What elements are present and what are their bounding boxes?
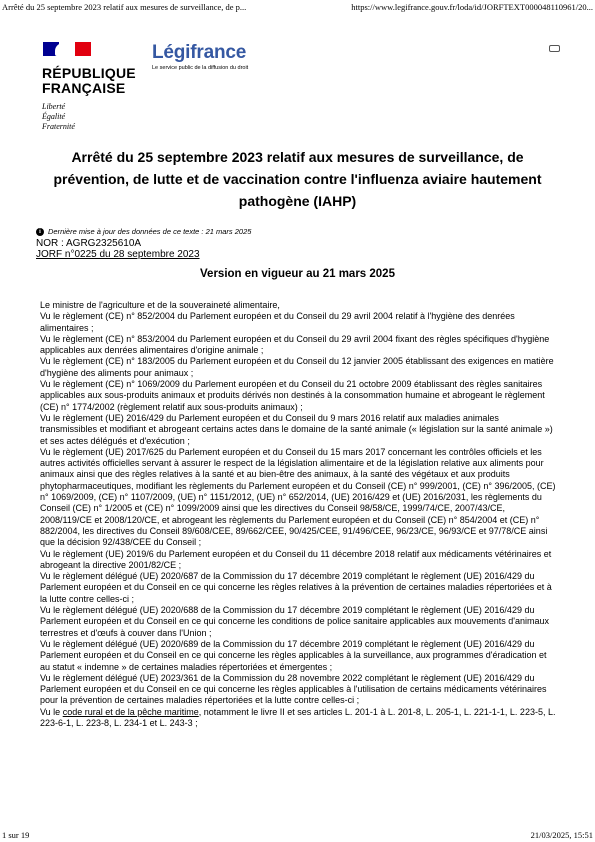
page-number: 1 sur 19	[2, 830, 30, 840]
print-header-url[interactable]: https://www.legifrance.gouv.fr/loda/id/JORFTEXT000048110961/20...	[351, 2, 593, 12]
body-paragraph-code-rural: Vu le code rural et de la pêche maritime, notamment le livre II et ses articles L. 201-1 à L. 201-8, L. 205-1, L. 221-1-1, L. 223-5, L. 223-6-1, L. 223-8, L. 234-1 et L. 243-3 ;	[40, 706, 556, 728]
republique-francaise-logo[interactable]	[42, 42, 152, 132]
body-paragraph: Vu le règlement (CE) n° 183/2005 du Parlement européen et du Conseil du 12 janvier 2005 établissant des exigences en matière d'hygiène des aliments pour animaux ;	[40, 356, 554, 378]
print-header-title: Arrêté du 25 septembre 2023 relatif aux mesures de surveillance, de p...	[2, 2, 247, 12]
republique-motto: Liberté Égalité Fraternité	[42, 102, 75, 131]
body-paragraph: Vu le règlement (UE) 2016/429 du Parlement européen et du Conseil du 9 mars 2016 relatif aux maladies animales transmissibles et modifiant et abrogeant certains actes dans le domaine de la santé animale (« législation sur la santé animale ») et ses actes délégués et d'exécution ;	[40, 412, 553, 446]
print-timestamp: 21/03/2025, 15:51	[530, 830, 593, 840]
print-header	[2, 2, 593, 12]
document-body	[40, 300, 557, 729]
code-rural-link[interactable]: code rural et de la pêche maritime	[62, 706, 199, 717]
body-paragraph: Vu le règlement (CE) n° 853/2004 du Parlement européen et du Conseil du 29 avril 2004 fixant des règles spécifiques d'hygiène applicables aux denrées alimentaires d'origine animale ;	[40, 333, 550, 356]
marianne-flag-icon	[43, 42, 91, 62]
body-paragraph: Vu le règlement délégué (UE) 2020/689 de la Commission du 17 décembre 2019 complétant le règlement (UE) 2016/429 du Parlement européen et du Conseil en ce qui concerne les règles applicables à la surveillance, aux programmes d'éradication et au statut « indemne » de certaines maladies répertoriées et émergentes ;	[40, 638, 547, 672]
body-paragraph: Vu le règlement délégué (UE) 2023/361 de la Commission du 28 novembre 2022 complétant le règlement (UE) 2016/429 du Parlement européen et du Conseil en ce qui concerne les règles applicables à l'utilisation de certains médicaments vétérinaires pour la prévention de certaines maladies répertoriées et la lutte contre celles-ci ;	[40, 672, 547, 706]
body-paragraph: Vu le règlement (UE) 2019/6 du Parlement européen et du Conseil du 11 décembre 2018 relatif aux médicaments vétérinaires et abrogeant la directive 2001/82/CE ;	[40, 548, 552, 570]
body-paragraph: Le ministre de l'agriculture et de la souveraineté alimentaire,	[40, 300, 280, 310]
last-update-text: Dernière mise à jour des données de ce texte : 21 mars 2025	[48, 227, 252, 236]
print-footer	[2, 830, 593, 840]
print-button-icon[interactable]	[549, 45, 560, 52]
republique-francaise-name: RÉPUBLIQUE FRANÇAISE	[42, 65, 136, 96]
jorf-link[interactable]: JORF n°0225 du 28 septembre 2023	[36, 249, 200, 260]
last-update	[36, 226, 556, 237]
nor-number: NOR : AGRG2325610A	[36, 238, 142, 249]
legifrance-name: Légifrance	[152, 42, 247, 63]
info-icon: i	[36, 228, 44, 236]
body-paragraph: Vu le règlement (CE) n° 852/2004 du Parlement européen et du Conseil du 29 avril 2004 relatif à l'hygiène des denrées alimentaires ;	[40, 311, 515, 333]
legifrance-brand[interactable]	[152, 42, 248, 72]
body-paragraph: Vu le règlement délégué (UE) 2020/687 de la Commission du 17 décembre 2019 complétant le règlement (UE) 2016/429 du Parlement européen et du Conseil en ce qui concerne les règles relatives à la prévention de certaines maladies répertoriées et à la lutte contre celles-ci ;	[40, 571, 552, 604]
legifrance-tagline: Le service public de la diffusion du droit	[152, 65, 249, 71]
document-meta	[36, 226, 556, 260]
version-heading: Version en vigueur au 21 mars 2025	[200, 268, 395, 280]
body-paragraph: Vu le règlement (CE) n° 1069/2009 du Parlement européen et du Conseil du 21 octobre 2009 établissant des règles sanitaires applicables aux sous-produits animaux et produits dérivés non destinés à la consommation humaine et abrogeant le règlement (CE) n° 1774/2002 (règlement relatif aux sous-produits animaux) ;	[40, 379, 545, 412]
body-paragraph: Vu le règlement délégué (UE) 2020/688 de la Commission du 17 décembre 2019 complétant le règlement (UE) 2016/429 du Parlement européen et du Conseil en ce qui concerne les conditions de police sanitaire applicables aux mouvements d'animaux terrestres et d'œufs à couver dans l'Union ;	[40, 605, 550, 638]
body-paragraph: Vu le règlement (UE) 2017/625 du Parlement européen et du Conseil du 15 mars 2017 concernant les contrôles officiels et les autres activités officielles servant à assurer le respect de la législation alimentaire et de la législation relative aux aliments pour animaux ainsi que des règles relatives à la santé et au bien-être des animaux, à la santé des végétaux et aux produits phytopharmaceutiques, modifiant les règlements du Parlement européen et du Conseil (CE) n° 999/2001, (CE) n° 396/2005, (CE) n° 1069/2009, (CE) n° 1107/2009, (UE) n° 1151/2012, (UE) n° 652/2014, (UE) 2016/429 et (UE) 2016/2031, les règlements du Conseil (CE) n° 1/2005 et (CE) n° 1099/2009 ainsi que les directives du Conseil 98/58/CE, 1999/74/CE, 2007/43/CE, 2008/119/CE et 2008/120/CE, et abrogeant les règlements du Parlement européen et du Conseil (CE) n° 854/2004 et (CE) n° 882/2004, les directives du Conseil 89/608/CEE, 89/662/CEE, 90/425/CEE, 91/496/CEE, 96/23/CE, 96/93/CE et 97/78/CE ainsi que la décision 92/438/CEE du Conseil ;	[40, 446, 556, 548]
page-title: Arrêté du 25 septembre 2023 relatif aux mesures de surveillance, de prévention, de lutte et de vaccination contre l'influenza aviaire hautement pathogène (IAHP)	[53, 149, 542, 209]
